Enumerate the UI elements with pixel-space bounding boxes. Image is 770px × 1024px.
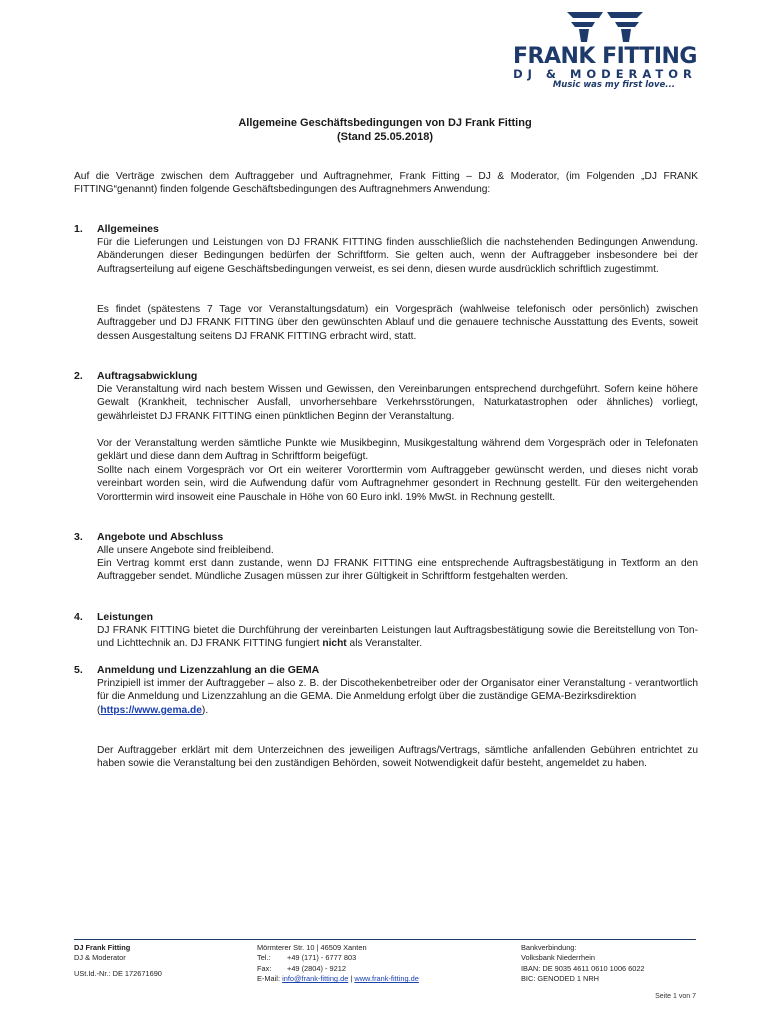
section-4-number: 4. xyxy=(74,611,83,623)
footer-tel-label: Tel.: xyxy=(257,953,271,963)
section-2-number: 2. xyxy=(74,370,83,382)
section-5-paragraph-1: Prinzipiell ist immer der Auftraggeber – also z. B. der Discothekenbetreiber oder der Organisator einer Veranstaltung - verantwortlich für die Anmeldung und Lizenzzahlung an die GEMA. Die Anmeldung erfolgt über die zuständige GEMA-Bezirksdirektion (https://www.gema.de). xyxy=(97,678,698,716)
footer-ustid: USt.Id.-Nr.: DE 172671690 xyxy=(74,968,162,978)
logo-subtitle: DJ & MODERATOR xyxy=(513,67,697,81)
section-5-heading: Anmeldung und Lizenzzahlung an die GEMA xyxy=(97,664,320,676)
section-2-paragraph-2: Vor der Veranstaltung werden sämtliche Punkte wie Musikbeginn, Musikgestaltung während dem Vorgespräch oder in Telefonaten geklärt und diese dann dem Auftrag in Schriftform beigefügt. xyxy=(97,438,698,463)
footer-contact xyxy=(257,943,507,985)
section-3-paragraph-2: Ein Vertrag kommt erst dann zustande, wenn DJ FRANK FITTING eine entsprechende Auftragsbestätigung in Textform an den Auftraggeber sendet. Mündliche Zusagen müssen zur ihrer Gültigkeit in Schriftform festgehalten werden. xyxy=(97,558,698,583)
intro-paragraph: Auf die Verträge zwischen dem Auftraggeber und Auftragnehmer, Frank Fitting – DJ & Moderator, (im Folgenden „DJ FRANK FITTING“genannt) finden folgende Geschäftsbedingungen des Auftragnehmers Anwendung: xyxy=(74,171,698,196)
footer-name: DJ Frank Fitting xyxy=(74,943,131,952)
page-number: Seite 1 von 7 xyxy=(655,993,696,1000)
section-4-heading: Leistungen xyxy=(97,611,154,623)
document-date: (Stand 25.05.2018) xyxy=(337,131,433,143)
footer-email-link[interactable]: info@frank-fitting.de xyxy=(282,974,349,984)
footer-address: Mörmterer Str. 10 | 46509 Xanten xyxy=(257,943,367,952)
footer-website-link[interactable]: www.frank-fitting.de xyxy=(354,974,419,984)
section-3-paragraph-1: Alle unsere Angebote sind freibleibend. xyxy=(97,545,274,556)
footer-iban: IBAN: DE 9035 4611 0610 1006 6022 xyxy=(521,963,645,973)
footer-bank xyxy=(521,943,701,985)
section-4-paragraph-1 xyxy=(97,624,698,651)
section-2-paragraph-1: Die Veranstaltung wird nach bestem Wissen und Gewissen, den Vereinbarungen entsprechend durchgeführt. Sofern keine höhere Gewalt (Krankheit, technischer Ausfall, unvorhersehbare Verkehrsstörungen, Naturkatastrophen oder ähnliches) vorliegt, gewährleistet DJ FRANK FITTING einen pünktlichen Beginn der Veranstaltung. xyxy=(97,384,698,422)
footer-divider xyxy=(74,939,696,940)
section-1-heading: Allgemeines xyxy=(97,223,159,235)
section-1-paragraph-1: Für die Lieferungen und Leistungen von DJ FRANK FITTING finden ausschließlich die nachstehenden Bedingungen Anwendung. Abänderungen dieser Bedingungen bedürfen der Schriftform. Sie gelten auch, wenn der Auftraggeber insbesondere bei der Auftragserteilung auf eigene Geschäftsbedingungen verweist, es sei denn, diesen wurde ausdrücklich schriftlich zugestimmt. xyxy=(97,237,698,275)
gema-link[interactable]: https://www.gema.de xyxy=(100,704,202,716)
footer-tel: +49 (171) - 6777 803 xyxy=(287,953,357,963)
footer-fax-label: Fax: xyxy=(257,963,272,973)
footer-bic: BIC: GENODED 1 NRH xyxy=(521,974,600,984)
footer-role: DJ & Moderator xyxy=(74,953,126,963)
section-2-paragraph-3: Sollte nach einem Vorgespräch vor Ort ein weiterer Vororttermin vom Auftraggeber gewünscht werden, und dieses nicht vorab vereinbart worden sein, wird die Aufwendung dafür vom Auftragnehmer gesondert in Rechnung gestellt. Für den weitergehenden Vororttermin wird insoweit eine Pauschale in Höhe von 60 Euro inkl. 19% MwSt. in Rechnung gestellt. xyxy=(97,465,698,503)
section-1-paragraph-2: Es findet (spätestens 7 Tage vor Veranstaltungsdatum) ein Vorgespräch (wahlweise telefonisch oder persönlich) zwischen Auftraggeber und DJ FRANK FITTING über den gewünschten Ablauf und die genauere technische Ausstattung des Events, soweit dessen Ausgestaltung seitens DJ FRANK FITTING erbracht wird, statt. xyxy=(97,304,698,342)
ff-logo-icon xyxy=(565,10,645,44)
section-2-heading: Auftragsabwicklung xyxy=(97,370,198,382)
section-3-number: 3. xyxy=(74,531,83,543)
logo-name: FRANK FITTING xyxy=(512,44,697,69)
section-4-emphasis: nicht xyxy=(322,638,347,650)
company-logo xyxy=(505,10,705,91)
section-5-paragraph-2: Der Auftraggeber erklärt mit dem Unterzeichnen des jeweiligen Auftrags/Vertrags, sämtliche anfallenden Gebühren entrichtet zu haben sowie die Veranstaltung bei den zuständigen Behörden, soweit Notwendigkeit dafür besteht, angemeldet zu haben. xyxy=(97,745,698,770)
footer-company xyxy=(74,943,162,979)
footer-bank-label: Bankverbindung: xyxy=(521,943,577,952)
footer-bank-name: Volksbank Niederrhein xyxy=(521,953,595,963)
footer-fax: +49 (2804) - 9212 xyxy=(287,963,346,973)
section-1-number: 1. xyxy=(74,223,83,235)
footer-email-label: E-Mail: xyxy=(257,974,280,984)
section-4-text-end: als Veranstalter. xyxy=(349,638,423,650)
section-5-text: Prinzipiell ist immer der Auftraggeber – also z. B. der Discothekenbetreiber oder der Organisator einer Veranstaltung - verantwortlich für die Anmeldung und Lizenzzahlung an die GEMA. Die Anmeldung erfolgt über die zuständige GEMA-Bezirksdirektion xyxy=(97,678,698,703)
section-4-text: DJ FRANK FITTING bietet die Durchführung der vereinbarten Leistungen laut Auftragsbestätigung sowie die Bereitstellung von Ton- und Lichttechnik an. DJ FRANK FITTING fungiert xyxy=(97,625,698,650)
footer-separator: | xyxy=(350,974,353,984)
document-title: Allgemeine Geschäftsbedingungen von DJ Frank Fitting xyxy=(238,117,532,129)
section-5-number: 5. xyxy=(74,664,83,676)
logo-slogan: Music was my first love... xyxy=(552,80,675,90)
section-3-heading: Angebote und Abschluss xyxy=(97,531,224,543)
